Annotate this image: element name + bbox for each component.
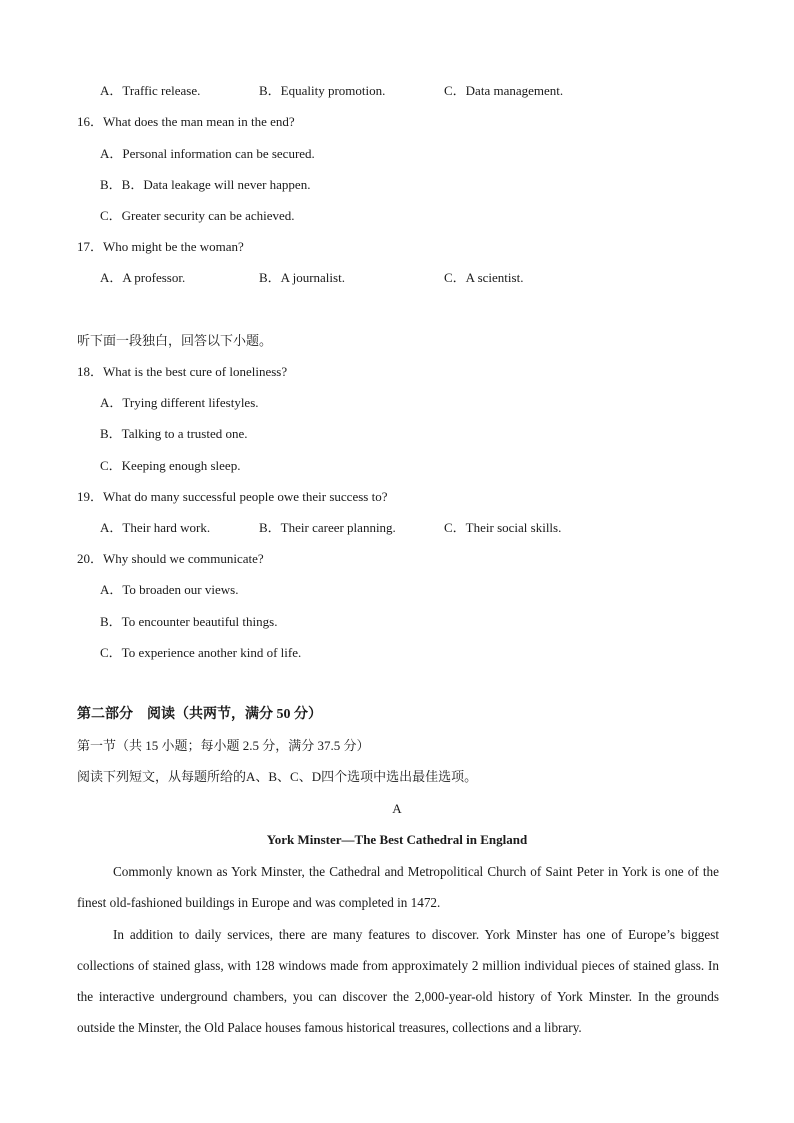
q16-option-b: B．B．Data leakage will never happen.	[100, 177, 311, 192]
q17-option-b: B．A journalist.	[259, 270, 345, 285]
q20-option-c: C．To experience another kind of life.	[100, 645, 302, 660]
q15-option-c: C．Data management.	[444, 83, 564, 98]
q19-stem: 19．What do many successful people owe their success to?	[77, 489, 388, 504]
q16-option-a: A．Personal information can be secured.	[100, 146, 315, 161]
q18-option-b: B．Talking to a trusted one.	[100, 426, 248, 441]
q19-option-b: B．Their career planning.	[259, 520, 396, 535]
q16-stem: 16．What does the man mean in the end?	[77, 114, 295, 129]
q17-option-a: A．A professor.	[100, 270, 186, 285]
q15-option-a: A．Traffic release.	[100, 83, 201, 98]
section1-title: 第一节（共 15 小题；每小题 2.5 分，满分 37.5 分）	[77, 738, 370, 753]
q15-option-b: B．Equality promotion.	[259, 83, 386, 98]
passage-title: York Minster—The Best Cathedral in England	[266, 832, 528, 847]
reading-instruction: 阅读下列短文，从每题所给的A、B、C、D四个选项中选出最佳选项。	[77, 769, 478, 784]
q19-option-a: A．Their hard work.	[100, 520, 211, 535]
q20-stem: 20．Why should we communicate?	[77, 551, 264, 566]
q18-option-a: A．Trying different lifestyles.	[100, 395, 259, 410]
passage-paragraph-2: In addition to daily services, there are many features to discover. York Minster has one of Europe’s biggest collections of stained glass, with 128 windows made from approximately 2 million individual pieces of stained glass. In the interactive underground chambers, you can discover the 2,000-year-old history of York Minster. In the grounds outside the Minster, the Old Palace houses famous historical treasures, collections and a library.	[77, 927, 719, 1035]
passage-paragraph-1: Commonly known as York Minster, the Cathedral and Metropolitical Church of Saint Peter in York is one of the finest old-fashioned buildings in Europe and was completed in 1472.	[77, 864, 719, 910]
q20-option-b: B．To encounter beautiful things.	[100, 614, 278, 629]
q16-option-c: C．Greater security can be achieved.	[100, 208, 295, 223]
passage-label: A	[392, 801, 402, 816]
q18-stem: 18．What is the best cure of loneliness?	[77, 364, 288, 379]
part2-title: 第二部分 阅读（共两节，满分 50 分）	[77, 707, 322, 722]
q17-option-c: C．A scientist.	[444, 270, 524, 285]
monologue-instruction: 听下面一段独白，回答以下小题。	[77, 333, 273, 348]
q18-option-c: C．Keeping enough sleep.	[100, 458, 241, 473]
q20-option-a: A．To broaden our views.	[100, 582, 239, 597]
q19-option-c: C．Their social skills.	[444, 520, 562, 535]
q17-stem: 17．Who might be the woman?	[77, 239, 244, 254]
